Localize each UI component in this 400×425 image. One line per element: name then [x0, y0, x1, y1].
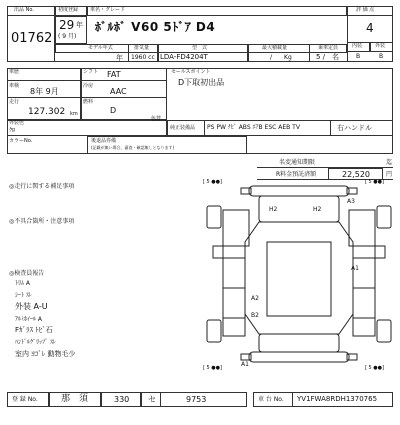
type-label: 型 式 — [192, 45, 208, 51]
body-label: 車歴 — [9, 69, 20, 75]
first-reg-year: 29 — [59, 18, 75, 32]
ext-color-label: 外装色 — [9, 120, 25, 126]
exterior-label: 外装 — [375, 43, 386, 49]
mileage-label: 走行 — [9, 99, 20, 105]
mileage-unit: km — [70, 111, 78, 117]
report-line: 外装 A-U — [15, 302, 48, 311]
displacement-label: 排気量 — [134, 45, 150, 51]
reg-kana-cell — [141, 392, 161, 407]
report-line: ﾊﾝﾄﾞﾙｸﾞﾘｯﾌﾟ ｽﾚ — [15, 339, 56, 346]
first-reg-year-unit: 年 — [76, 21, 83, 29]
fuel-value: D — [110, 106, 117, 115]
inspector-report-label: ◎検査員報告 — [9, 270, 45, 277]
score-value: 4 — [366, 21, 374, 35]
recycle-amount: 22,520 — [342, 170, 370, 179]
report-line: ﾄﾘﾑ A — [15, 280, 31, 287]
shift-label: シフト — [83, 69, 99, 75]
color-change-label: 色替 — [151, 116, 162, 122]
report-line: Fｶﾞﾗｽ ﾄﾋﾞ石 — [15, 326, 53, 334]
reg-number: 9753 — [186, 395, 207, 404]
sales-point: D下取初出品 — [178, 78, 225, 87]
ext-color-value: ｸﾛ — [9, 127, 16, 134]
mileage-value: 127.302 — [28, 107, 66, 117]
equipment-label: 純正装備品 — [170, 125, 196, 131]
recycle-label: R料金預託済額 — [276, 171, 317, 178]
recycle-unit: 円 — [386, 171, 393, 178]
max-load-label: 最大積載量 — [262, 45, 288, 51]
chassis-number: YV1FWA8RDH1370765 — [297, 395, 378, 403]
damage-mark: A3 — [347, 198, 355, 205]
report-line: ｼｰﾄ ｽﾚ — [15, 292, 32, 299]
model-year-value: 年 — [116, 54, 123, 62]
reg-class: 330 — [114, 395, 130, 404]
driving-notes-label: ◎走行に関する補足事項 — [9, 183, 75, 190]
inspection-label: 車検 — [9, 83, 20, 89]
interior-grade: B — [356, 53, 361, 60]
reg-kana: セ — [148, 395, 156, 404]
damage-mark: A1 — [351, 265, 359, 272]
displacement-value: 1960 cc — [131, 54, 155, 61]
model-year-label: モデル年式 — [88, 45, 113, 51]
interior-label: 内装 — [352, 43, 363, 49]
first-reg-label: 初度登録 — [58, 7, 79, 13]
first-reg-month: ( 9 月) — [58, 33, 77, 40]
damage-diagram — [205, 180, 393, 376]
car-name: ﾎﾞﾙﾎﾞ V60 5ﾄﾞｱ D4 — [95, 20, 216, 34]
capacity-label: 乗車定員 — [318, 45, 339, 51]
lot-number: 01762 — [11, 31, 53, 46]
tire-left-rear: [ 5 ●●] — [203, 365, 222, 371]
car-outline-svg — [205, 180, 393, 376]
defect-notes-label: ◎不具合箇所・注意事項 — [9, 218, 75, 225]
reg-area: 那 須 — [61, 394, 89, 404]
shift-value: FAT — [107, 70, 121, 79]
equipment: PS PW ﾅﾋﾞ ABS ｴｱB ESC AEB TV — [207, 124, 300, 131]
damage-mark: H2 — [313, 206, 322, 213]
exterior-grade: B — [379, 53, 384, 60]
inspection-value: 8年 9月 — [30, 87, 59, 96]
type-code: LDA-FD4204T — [160, 53, 208, 61]
score-label: 評 価 点 — [356, 7, 375, 13]
sales-point-label: セールスポイント — [171, 69, 211, 75]
inspection-period-label: 名変通知期限 — [279, 159, 316, 166]
rear-label: 後退品券備 — [91, 138, 117, 144]
damage-mark: H2 — [269, 206, 278, 213]
row-4 — [7, 120, 167, 136]
ac-value: AAC — [110, 87, 127, 96]
rear-note: (記載が無い場合、審査・確認無しとなります) — [91, 145, 175, 150]
tire-right-front: [ 5 ●●] — [365, 179, 384, 185]
lot-label: 出品 No. — [14, 7, 34, 13]
reg-class-cell — [101, 392, 141, 407]
inspection-period-unit: 迄 — [386, 159, 393, 166]
tire-right-rear: [ 5 ●●] — [365, 365, 384, 371]
color-no-label: カラーNo. — [9, 138, 33, 144]
reg-label: 登 録 No. — [12, 396, 38, 403]
chassis-label: 車 台 No. — [258, 396, 284, 403]
damage-mark: A2 — [251, 295, 259, 302]
fuel-label: 燃料 — [83, 99, 94, 105]
max-load: / Kg — [270, 54, 292, 61]
carname-label-cell — [87, 6, 347, 16]
capacity: 5 / 名 — [316, 53, 340, 61]
reg-area-cell — [49, 392, 101, 407]
damage-mark: B2 — [251, 312, 259, 319]
damage-mark: A1 — [241, 361, 249, 368]
carname-label: 車名・グレード — [90, 7, 126, 13]
report-line: ｱﾙﾐﾎｲｰﾙ A — [15, 316, 43, 323]
tire-left-front: [ 5 ●●] — [203, 179, 222, 185]
ac-label: 冷房 — [83, 83, 94, 89]
handle: 右ハンドル — [337, 124, 372, 132]
inspection-period-cell — [257, 156, 393, 168]
report-line: 室内 ﾖｺﾞﾚ 動物毛少 — [15, 350, 76, 358]
